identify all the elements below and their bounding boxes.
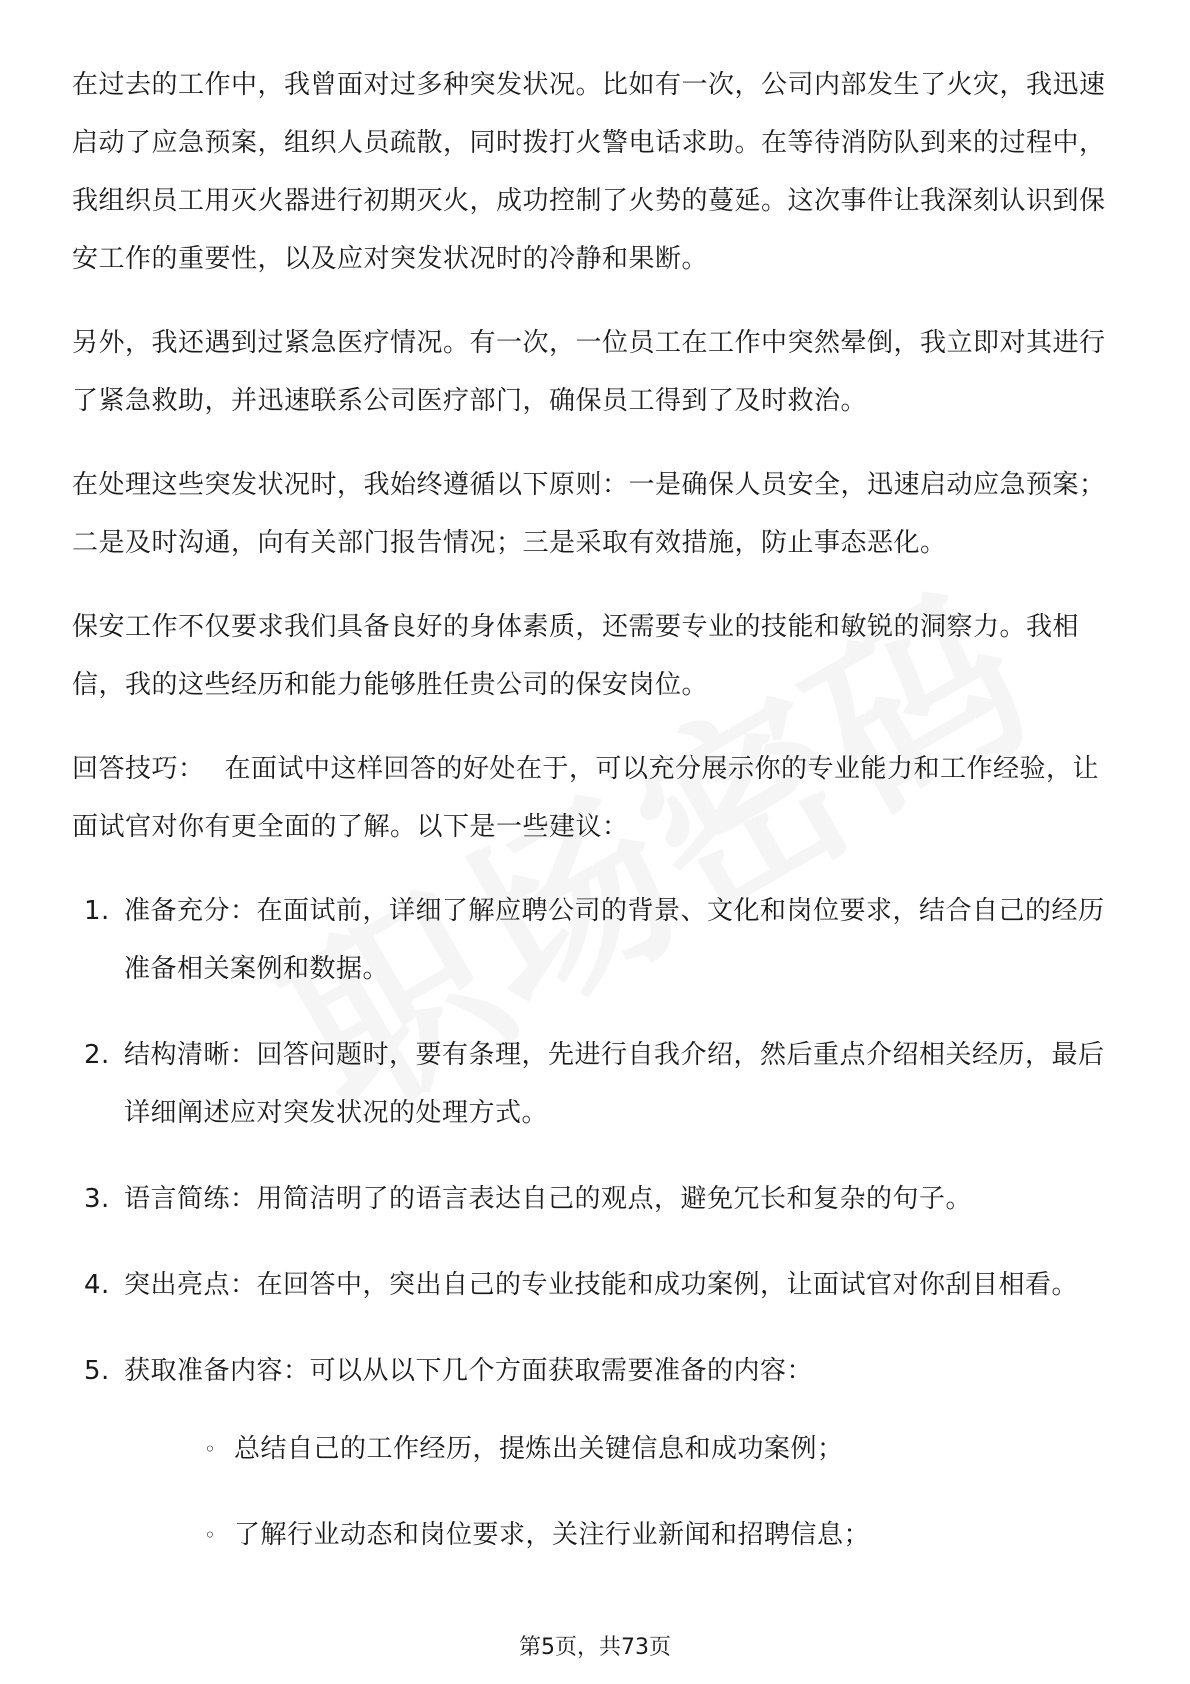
paragraph: 在过去的工作中，我曾面对过多种突发状况。比如有一次，公司内部发生了火灾，我迅速启动了应急预案，组织人员疏散，同时拨打火警电话求助。在等待消防队到来的过程中，我组织员工用灭火器进行初期灭火，成功控制了火势的蔓延。这次事件让我深刻认识到保安工作的重要性，以及应对突发状况时的冷静和果断。 <box>72 70 1106 274</box>
tips-label: 回答技巧： <box>72 754 205 784</box>
list-item <box>72 1170 1122 1228</box>
sub-list-item <box>204 1506 1122 1564</box>
list-number: 1. <box>84 896 110 926</box>
bullet-icon: ◦ <box>204 1523 217 1547</box>
sub-list-item <box>204 1420 1122 1478</box>
list-item-text: 语言简练：用简洁明了的语言表达自己的观点，避免冗长和复杂的句子。 <box>124 1184 973 1214</box>
list-number: 5. <box>84 1356 110 1386</box>
page-number: 第5页，共73页 <box>519 1635 671 1660</box>
list-item-text: 结构清晰：回答问题时，要有条理，先进行自我介绍，然后重点介绍相关经历，最后详细阐述应对突发状况的处理方式。 <box>124 1040 1105 1128</box>
document-body <box>72 56 1122 1592</box>
sub-list <box>124 1420 1122 1564</box>
list-item <box>72 882 1122 998</box>
bullet-icon: ◦ <box>204 1437 217 1461</box>
list-item <box>72 1026 1122 1142</box>
list-item-text: 准备充分：在面试前，详细了解应聘公司的背景、文化和岗位要求，结合自己的经历准备相关案例和数据。 <box>124 896 1105 984</box>
list-item <box>72 1256 1122 1314</box>
tips-intro <box>72 740 1122 856</box>
sub-list-item-text: 总结自己的工作经历，提炼出关键信息和成功案例； <box>234 1434 844 1464</box>
list-item <box>72 1342 1122 1564</box>
list-number: 4. <box>84 1270 110 1300</box>
paragraph: 保安工作不仅要求我们具备良好的身体素质，还需要专业的技能和敏锐的洞察力。我相信，我的这些经历和能力能够胜任贵公司的保安岗位。 <box>72 612 1080 700</box>
tips-list <box>72 882 1122 1564</box>
list-number: 3. <box>84 1184 110 1214</box>
list-number: 2. <box>84 1040 110 1070</box>
paragraph: 另外，我还遇到过紧急医疗情况。有一次，一位员工在工作中突然晕倒，我立即对其进行了紧急救助，并迅速联系公司医疗部门，确保员工得到了及时救治。 <box>72 328 1106 416</box>
paragraph: 在处理这些突发状况时，我始终遵循以下原则：一是确保人员安全，迅速启动应急预案；二是及时沟通，向有关部门报告情况；三是采取有效措施，防止事态恶化。 <box>72 470 1106 558</box>
list-item-text: 突出亮点：在回答中，突出自己的专业技能和成功案例，让面试官对你刮目相看。 <box>124 1270 1079 1300</box>
list-item-text: 获取准备内容：可以从以下几个方面获取需要准备的内容： <box>124 1356 814 1386</box>
sub-list-item-text: 了解行业动态和岗位要求，关注行业新闻和招聘信息； <box>234 1520 871 1550</box>
tips-text: 在面试中这样回答的好处在于，可以充分展示你的专业能力和工作经验，让面试官对你有更全面的了解。以下是一些建议： <box>72 754 1100 842</box>
